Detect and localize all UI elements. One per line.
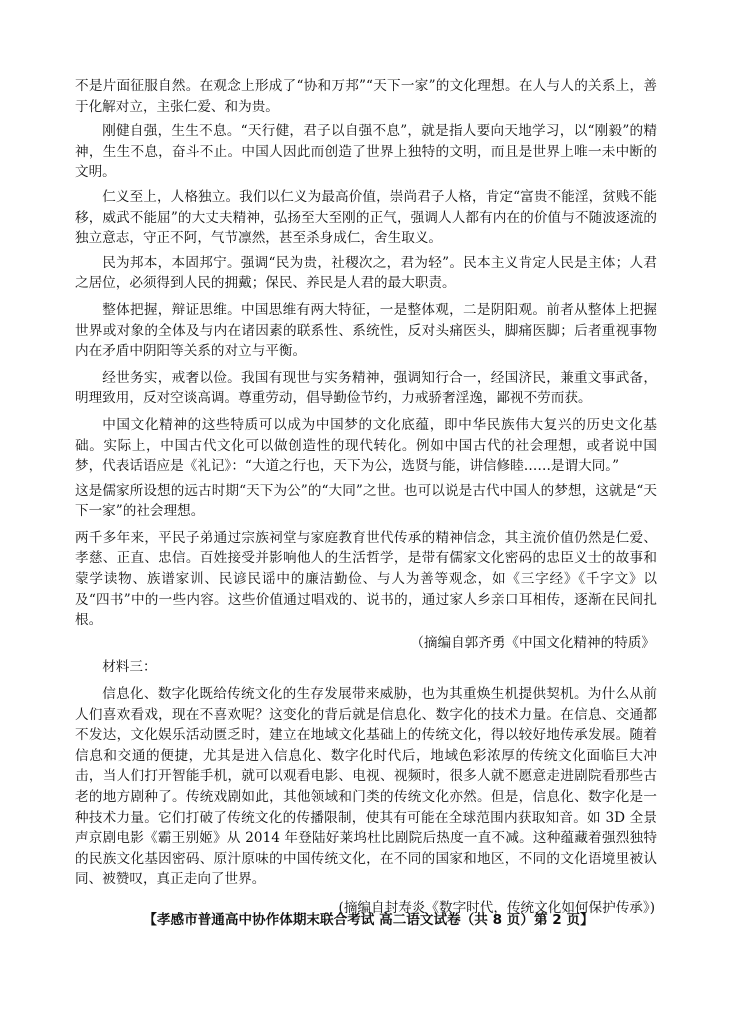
source-citation-1: （摘编自郭齐勇《中国文化精神的特质》 (410, 634, 655, 651)
paragraph-digital-era: 信息化、数字化既给传统文化的生存发展带来威胁，也为其重焕生机提供契机。为什么从前人们喜欢看戏，现在不喜欢呢？这变化的背后就是信息化、数字化的技术力量。在信息、交通都不发达，文化娱乐活动匮乏时，建立在地域文化基础上的传统文化，得以较好地传承发展。随着信息和交通的便捷，尤其是进入信息化、数字化时代后，地域色彩浓厚的传统文化面临巨大冲击，当人们打开智能手机，就可以观看电影、电视、视频时，很多人就不愿意走进剧院看那些古老的地方剧种了。传统戏剧如此，其他领域和门类的传统文化亦然。但是，信息化、数字化是一种技术力量。它们打破了传统文化的传播限制，使其有可能在全球范围内获取知音。如 3D 全景声京剧电影《霸王别姬》从 2014 年登陆好莱坞杜比剧院后热度一直不减。这种蕴藏着强烈独特的民族文化基因密码、原汁原味的中国传统文化，在不同的国家和地区，不同的文化语境里被认同、被赞叹，真正走向了世界。 (75, 686, 657, 888)
paragraph-chinese-dream: 中国文化精神的这些特质可以成为中国梦的文化底蕴，即中华民族伟大复兴的历史文化基础。实际上，中国古代文化可以做创造性的现代转化。例如中国古代的社会理想，或者说中国梦，代表话语应是《礼记》：“大道之行也，天下为公，选贤与能，讲信修睦……是谓大同。” (75, 416, 657, 475)
page-footer: 【孝感市普通高中协作体期末联合考试 高二语文试卷（共 8 页）第 2 页】 (143, 912, 594, 928)
paragraph-benevolence: 仁义至上，人格独立。我们以仁义为最高价值，崇尚君子人格，肯定“富贵不能淫，贫贱不能移，威武不能屈”的大丈夫精神，弘扬至大至刚的正气，强调人人都有内在的价值与不随波逐流的独立意志，守正不阿，气节凛然，甚至杀身成仁，舍生取义。 (75, 188, 657, 247)
paragraph-self-strengthening: 刚健自强，生生不息。“天行健，君子以自强不息”，就是指人要向天地学习，以“刚毅”的精神，生生不息，奋斗不止。中国人因此而创造了世界上独特的文明，而且是世界上唯一未中断的文明。 (75, 123, 657, 181)
source-citation-2: (摘编自封寿炎《数字时代，传统文化如何保护传承》) (338, 899, 655, 916)
paragraph-pragmatism: 经世务实，戒奢以俭。我国有现世与实务精神，强调知行合一，经国济民，兼重文事武备，明理致用，反对空谈高调。尊重劳动，倡导勤俭节约，力戒骄奢淫逸，鄙视不劳而获。 (75, 369, 657, 407)
paragraph-harmony: 不是片面征服自然。在观念上形成了“协和万邦”“天下一家”的文化理想。在人与人的关系上，善于化解对立，主张仁爱、和为贵。 (75, 78, 657, 115)
paragraph-people-as-foundation: 民为邦本，本固邦宁。强调“民为贵，社稷次之，君为轻”。民本主义肯定人民是主体；人君之居位，必须得到人民的拥戴；保民、养民是人君的最大职责。 (75, 254, 657, 292)
paragraph-great-harmony: 这是儒家所设想的远古时期“天下为公”的“大同”之世。也可以说是古代中国人的梦想，这就是“天下一家”的社会理想。 (75, 482, 657, 520)
paragraph-holistic-thinking: 整体把握，辩证思维。中国思维有两大特征，一是整体观，二是阴阳观。前者从整体上把握世界或对象的全体及与内在诸因素的联系性、系统性，反对头痛医头，脚痛医脚；后者重视事物内在矛盾中阴阳等关系的对立与平衡。 (75, 301, 657, 360)
material-3-label: 材料三： (102, 659, 157, 676)
paragraph-folk-values: 两千多年来，平民子弟通过宗族祠堂与家庭教育世代传承的精神信念，其主流价值仍然是仁爱、孝慈、正直、忠信。百姓接受并影响他人的生活哲学，是带有儒家文化密码的忠臣义士的故事和蒙学读物、族谱家训、民谚民谣中的廉洁勤俭、与人为善等观念，如《三字经》《千字文》以及“四书”中的一些内容。这些价值通过唱戏的、说书的，通过家人乡亲口耳相传，逐渐在民间扎根。 (75, 529, 657, 629)
